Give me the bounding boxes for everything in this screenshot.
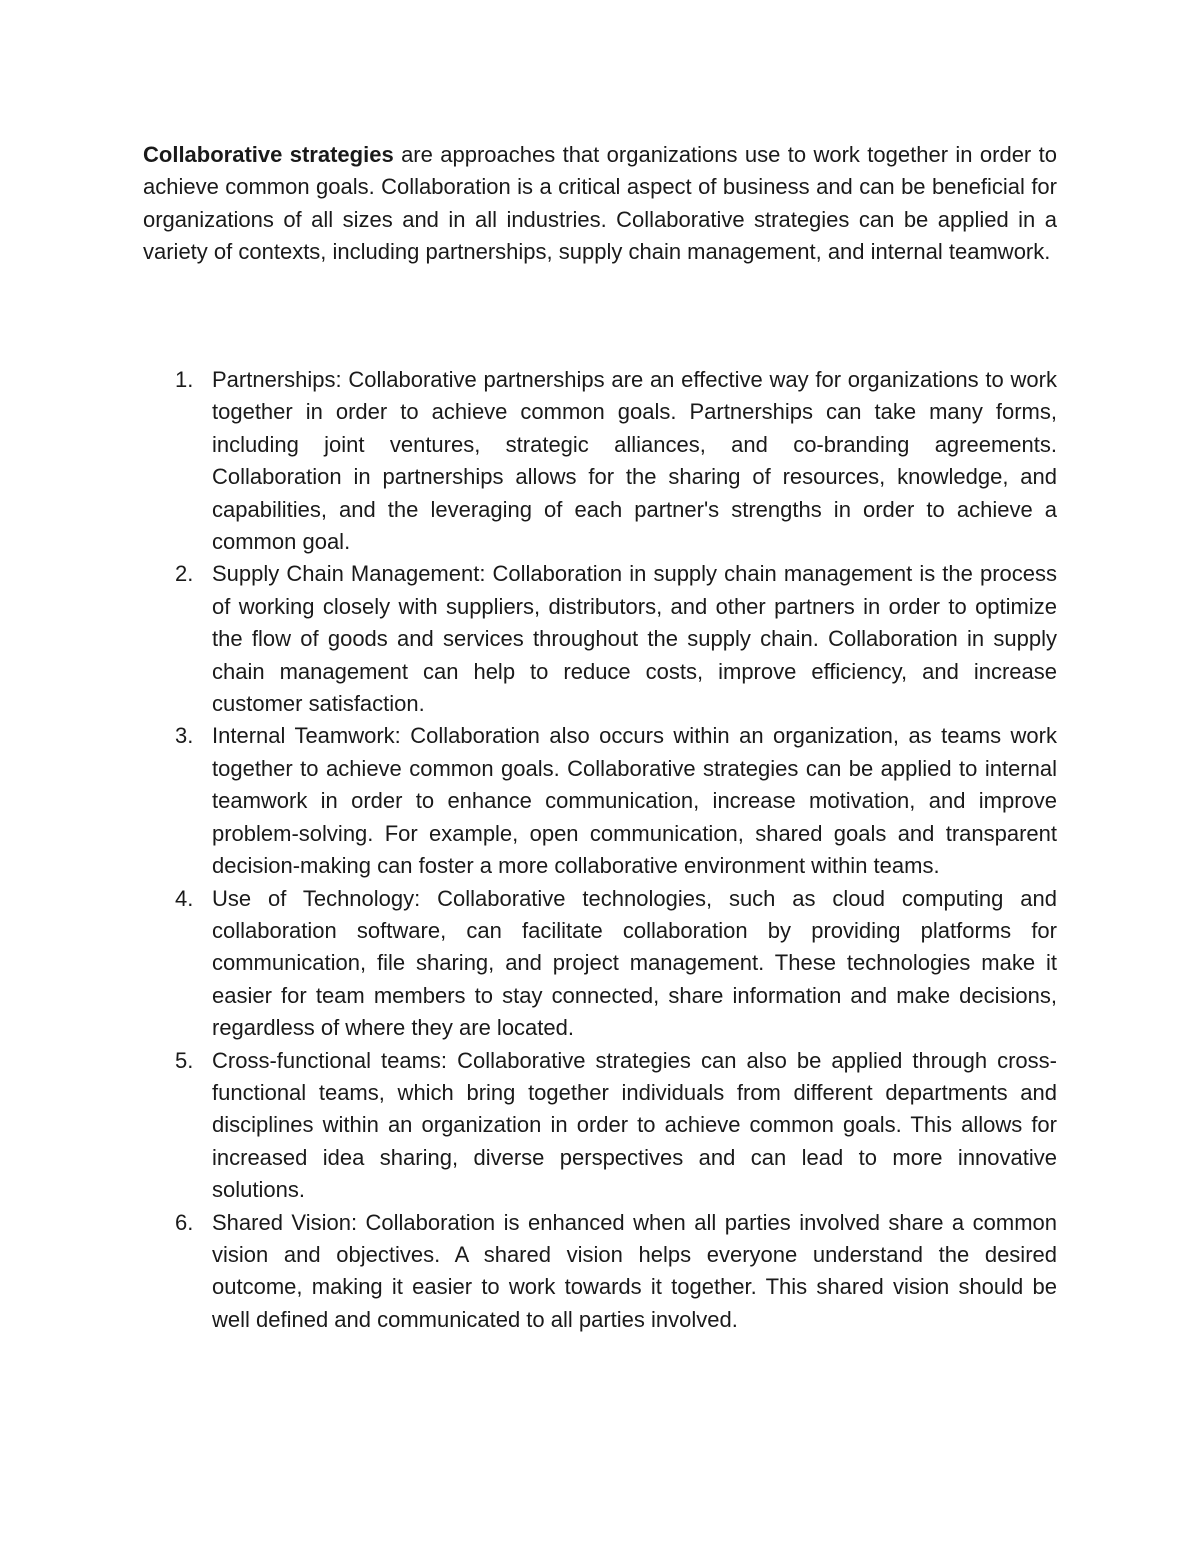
list-item-number: 4.: [175, 885, 194, 911]
list-item-number: 2.: [175, 561, 194, 587]
intro-paragraph: [143, 139, 1057, 269]
list-item-text: Use of Technology: Collaborative technologies, such as cloud computing and collaboration software, can facilitate collaboration by providing platforms for communication, file sharing, and project management. These technologies make it easier for team members to stay connected, share information and make decisions, regardless of where they are located.: [212, 885, 1057, 1041]
list-item: [143, 558, 1057, 720]
intro-text: are approaches that organizations use to work together in order to achieve common goals. Collaboration is a critical aspect of business and can be beneficial for organizations of all sizes and in all industries. Collaborative strategies can be applied in a variety of contexts, including partnerships, supply chain management, and internal teamwork.: [143, 142, 1057, 265]
list-item: [143, 364, 1057, 558]
list-item-text: Partnerships: Collaborative partnerships are an effective way for organizations to work together in order to achieve common goals. Partnerships can take many forms, including joint ventures, strategic alliances, and co-branding agreements. Collaboration in partnerships allows for the sharing of resources, knowledge, and capabilities, and the leveraging of each partner's strengths in order to achieve a common goal.: [212, 367, 1057, 555]
list-item: [143, 1207, 1057, 1337]
list-item-text: Internal Teamwork: Collaboration also occurs within an organization, as teams work together to achieve common goals. Collaborative strategies can be applied to internal teamwork in order to enhance communication, increase motivation, and improve problem-solving. For example, open communication, shared goals and transparent decision-making can foster a more collaborative environment within teams.: [212, 723, 1057, 879]
list-item-text: Supply Chain Management: Collaboration in supply chain management is the process of working closely with suppliers, distributors, and other partners in order to optimize the flow of goods and services throughout the supply chain. Collaboration in supply chain management can help to reduce costs, improve efficiency, and increase customer satisfaction.: [212, 561, 1057, 717]
document-page: [143, 139, 1057, 1332]
list-item-number: 3.: [175, 723, 194, 749]
list-item-text: Shared Vision: Collaboration is enhanced when all parties involved share a common vision and objectives. A shared vision helps everyone understand the desired outcome, making it easier to work towards it together. This shared vision should be well defined and communicated to all parties involved.: [212, 1209, 1057, 1332]
list-item-text: Cross-functional teams: Collaborative strategies can also be applied through cross-functional teams, which bring together individuals from different departments and disciplines within an organization in order to achieve common goals. This allows for increased idea sharing, diverse perspectives and can lead to more innovative solutions.: [212, 1047, 1057, 1203]
list-item: [143, 883, 1057, 1045]
list-item-number: 1.: [175, 367, 194, 392]
intro-bold-lead: Collaborative strategies: [143, 142, 394, 167]
list-item-number: 6.: [175, 1209, 194, 1235]
list-item: [143, 1045, 1057, 1207]
strategy-list: [143, 364, 1057, 1336]
list-item-number: 5.: [175, 1047, 194, 1073]
list-item: [143, 720, 1057, 882]
